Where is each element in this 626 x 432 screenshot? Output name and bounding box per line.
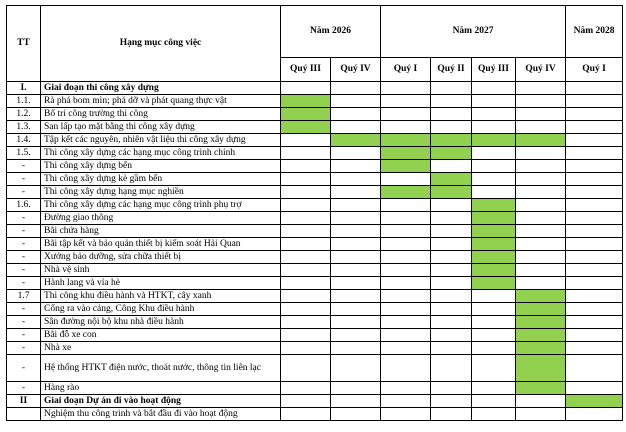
gantt-bar-cell	[516, 382, 566, 395]
quarter-cell	[516, 173, 566, 186]
quarter-cell	[381, 238, 431, 251]
quarter-cell	[516, 264, 566, 277]
task-name: Hệ thống HTKT điện nước, thoát nước, thông tin liên lạc	[41, 355, 281, 382]
gantt-bar-cell	[472, 251, 516, 264]
header-quarter: Quý I	[566, 58, 623, 82]
header-tt: TT	[7, 6, 41, 82]
quarter-cell	[331, 355, 381, 382]
quarter-cell	[281, 160, 331, 173]
quarter-cell	[381, 382, 431, 395]
table-row	[7, 408, 623, 421]
quarter-cell	[381, 355, 431, 382]
row-number: -	[7, 277, 41, 290]
task-name: Sân đường nội bộ khu nhà điều hành	[41, 316, 281, 329]
quarter-cell	[431, 329, 472, 342]
quarter-cell	[281, 382, 331, 395]
table-row	[7, 225, 623, 238]
quarter-cell	[431, 82, 472, 95]
quarter-cell	[331, 160, 381, 173]
quarter-cell	[516, 82, 566, 95]
quarter-cell	[516, 212, 566, 225]
quarter-cell	[381, 108, 431, 121]
quarter-cell	[472, 355, 516, 382]
row-number: 1.7	[7, 290, 41, 303]
quarter-cell	[516, 238, 566, 251]
header-year-2028: Năm 2028	[566, 6, 623, 58]
quarter-cell	[381, 342, 431, 355]
quarter-cell	[566, 147, 623, 160]
task-name: Bãi đỗ xe con	[41, 329, 281, 342]
row-number: -	[7, 173, 41, 186]
quarter-cell	[381, 173, 431, 186]
quarter-cell	[566, 238, 623, 251]
quarter-cell	[516, 277, 566, 290]
header-quarter: Quý III	[472, 58, 516, 82]
quarter-cell	[281, 264, 331, 277]
quarter-cell	[281, 186, 331, 199]
header-year-2026: Năm 2026	[281, 6, 381, 58]
task-name: Thi công xây dựng kè gầm bến	[41, 173, 281, 186]
quarter-cell	[472, 408, 516, 421]
quarter-cell	[472, 173, 516, 186]
row-number: 1.2.	[7, 108, 41, 121]
task-name: Nhà vệ sinh	[41, 264, 281, 277]
quarter-cell	[381, 251, 431, 264]
gantt-bar-cell	[516, 342, 566, 355]
quarter-cell	[516, 395, 566, 408]
table-row	[7, 277, 623, 290]
gantt-bar-cell	[516, 134, 566, 147]
quarter-cell	[381, 303, 431, 316]
task-name: Xưởng bảo dưỡng, sửa chữa thiết bị	[41, 251, 281, 264]
gantt-bar-cell	[472, 264, 516, 277]
quarter-cell	[331, 238, 381, 251]
quarter-cell	[431, 408, 472, 421]
row-number: -	[7, 329, 41, 342]
quarter-cell	[281, 173, 331, 186]
quarter-cell	[431, 160, 472, 173]
table-row	[7, 147, 623, 160]
quarter-cell	[281, 303, 331, 316]
task-name: Nhà xe	[41, 342, 281, 355]
table-row	[7, 355, 623, 382]
quarter-cell	[472, 95, 516, 108]
task-name: San lấp tạo mặt bằng thi công xây dựng	[41, 121, 281, 134]
row-number: -	[7, 303, 41, 316]
quarter-cell	[331, 395, 381, 408]
quarter-cell	[566, 121, 623, 134]
gantt-bar-cell	[381, 147, 431, 160]
quarter-cell	[281, 199, 331, 212]
quarter-cell	[331, 121, 381, 134]
quarter-cell	[431, 290, 472, 303]
quarter-cell	[472, 303, 516, 316]
quarter-cell	[331, 95, 381, 108]
quarter-cell	[566, 186, 623, 199]
row-number: -	[7, 186, 41, 199]
quarter-cell	[331, 212, 381, 225]
quarter-cell	[566, 277, 623, 290]
quarter-cell	[431, 225, 472, 238]
header-quarter: Quý III	[281, 58, 331, 82]
task-name: Thi công xây dựng các hạng mục công trình chính	[41, 147, 281, 160]
quarter-cell	[566, 134, 623, 147]
quarter-cell	[566, 329, 623, 342]
gantt-bar-cell	[331, 134, 381, 147]
row-number: 1.1.	[7, 95, 41, 108]
quarter-cell	[281, 134, 331, 147]
table-row	[7, 160, 623, 173]
quarter-cell	[566, 290, 623, 303]
gantt-bar-cell	[281, 121, 331, 134]
quarter-cell	[281, 277, 331, 290]
task-name: Thi công khu điều hành và HTKT, cây xanh	[41, 290, 281, 303]
gantt-bar-cell	[472, 212, 516, 225]
quarter-cell	[331, 277, 381, 290]
header-quarter: Quý II	[431, 58, 472, 82]
quarter-cell	[331, 382, 381, 395]
table-row	[7, 251, 623, 264]
quarter-cell	[381, 199, 431, 212]
header-year-2027: Năm 2027	[381, 6, 566, 58]
quarter-cell	[331, 303, 381, 316]
quarter-cell	[516, 251, 566, 264]
quarter-cell	[516, 108, 566, 121]
gantt-bar-cell	[516, 316, 566, 329]
quarter-cell	[381, 316, 431, 329]
task-name: Bố trí công trường thi công	[41, 108, 281, 121]
quarter-cell	[516, 186, 566, 199]
quarter-cell	[516, 121, 566, 134]
gantt-bar-cell	[431, 173, 472, 186]
quarter-cell	[566, 316, 623, 329]
quarter-cell	[381, 95, 431, 108]
quarter-cell	[566, 199, 623, 212]
gantt-bar-cell	[431, 134, 472, 147]
task-name: Thi công xây dựng hạng mục nghiền	[41, 186, 281, 199]
task-name: Giai đoạn thi công xây dựng	[41, 82, 281, 95]
row-number: -	[7, 160, 41, 173]
table-row	[7, 382, 623, 395]
header-row-years	[7, 6, 623, 58]
quarter-cell	[431, 108, 472, 121]
quarter-cell	[281, 355, 331, 382]
quarter-cell	[281, 147, 331, 160]
quarter-cell	[381, 264, 431, 277]
task-name: Thi công xây dựng bến	[41, 160, 281, 173]
gantt-bar-cell	[431, 186, 472, 199]
quarter-cell	[331, 173, 381, 186]
table-row	[7, 303, 623, 316]
header-quarter: Quý I	[381, 58, 431, 82]
table-row	[7, 82, 623, 95]
task-name: Cổng ra vào cảng, Công Khu điều hành	[41, 303, 281, 316]
quarter-cell	[516, 160, 566, 173]
header-quarter: Quý IV	[516, 58, 566, 82]
task-name: Tập kết các nguyên, nhiên vật liệu thi công xây dựng	[41, 134, 281, 147]
quarter-cell	[431, 342, 472, 355]
quarter-cell	[566, 108, 623, 121]
row-number: 1.5.	[7, 147, 41, 160]
quarter-cell	[331, 264, 381, 277]
gantt-bar-cell	[516, 303, 566, 316]
table-row	[7, 95, 623, 108]
quarter-cell	[431, 395, 472, 408]
table-row	[7, 264, 623, 277]
gantt-bar-cell	[516, 290, 566, 303]
gantt-bar-cell	[472, 199, 516, 212]
schedule-table	[6, 5, 623, 421]
row-number: II	[7, 395, 41, 408]
quarter-cell	[472, 147, 516, 160]
table-row	[7, 199, 623, 212]
quarter-cell	[472, 160, 516, 173]
quarter-cell	[281, 238, 331, 251]
quarter-cell	[566, 225, 623, 238]
quarter-cell	[516, 95, 566, 108]
quarter-cell	[281, 395, 331, 408]
table-row	[7, 290, 623, 303]
quarter-cell	[516, 225, 566, 238]
quarter-cell	[381, 212, 431, 225]
row-number: 1.6.	[7, 199, 41, 212]
header-task: Hạng mục công việc	[41, 6, 281, 82]
gantt-bar-cell	[281, 108, 331, 121]
quarter-cell	[381, 408, 431, 421]
quarter-cell	[381, 395, 431, 408]
table-row	[7, 238, 623, 251]
quarter-cell	[331, 251, 381, 264]
row-number	[7, 408, 41, 421]
quarter-cell	[431, 121, 472, 134]
schedule-body	[7, 82, 623, 421]
quarter-cell	[566, 408, 623, 421]
row-number: I.	[7, 82, 41, 95]
task-name: Bãi tập kết và bảo quản thiết bị kiểm soát Hải Quan	[41, 238, 281, 251]
task-name: Nghiệm thu công trình và bắt đầu đi vào hoạt động	[41, 408, 281, 421]
gantt-bar-cell	[472, 277, 516, 290]
quarter-cell	[281, 342, 331, 355]
quarter-cell	[472, 108, 516, 121]
quarter-cell	[431, 277, 472, 290]
task-name: Đường giao thông	[41, 212, 281, 225]
quarter-cell	[566, 160, 623, 173]
quarter-cell	[472, 382, 516, 395]
quarter-cell	[431, 238, 472, 251]
gantt-bar-cell	[516, 329, 566, 342]
row-number: -	[7, 342, 41, 355]
gantt-bar-cell	[381, 134, 431, 147]
quarter-cell	[381, 225, 431, 238]
row-number: -	[7, 238, 41, 251]
quarter-cell	[281, 251, 331, 264]
quarter-cell	[472, 342, 516, 355]
quarter-cell	[281, 82, 331, 95]
quarter-cell	[331, 290, 381, 303]
gantt-bar-cell	[381, 186, 431, 199]
quarter-cell	[331, 147, 381, 160]
quarter-cell	[331, 225, 381, 238]
quarter-cell	[566, 355, 623, 382]
quarter-cell	[431, 316, 472, 329]
task-name: Bãi chứa hàng	[41, 225, 281, 238]
task-name: Thi công xây dựng các hạng mục công trình phụ trợ	[41, 199, 281, 212]
gantt-bar-cell	[472, 225, 516, 238]
quarter-cell	[331, 342, 381, 355]
quarter-cell	[331, 329, 381, 342]
table-row	[7, 134, 623, 147]
gantt-bar-cell	[516, 355, 566, 382]
task-name: Rà phá bom mìn; phá dỡ và phát quang thực vật	[41, 95, 281, 108]
task-name: Hành lang và vỉa hè	[41, 277, 281, 290]
row-number: -	[7, 264, 41, 277]
row-number: -	[7, 225, 41, 238]
row-number: -	[7, 251, 41, 264]
gantt-bar-cell	[566, 395, 623, 408]
quarter-cell	[281, 212, 331, 225]
table-row	[7, 121, 623, 134]
quarter-cell	[516, 199, 566, 212]
quarter-cell	[381, 329, 431, 342]
quarter-cell	[431, 264, 472, 277]
quarter-cell	[431, 303, 472, 316]
quarter-cell	[472, 316, 516, 329]
row-number: -	[7, 382, 41, 395]
row-number: -	[7, 316, 41, 329]
quarter-cell	[566, 95, 623, 108]
quarter-cell	[281, 290, 331, 303]
quarter-cell	[566, 212, 623, 225]
row-number: -	[7, 355, 41, 382]
task-name: Giai đoạn Dự án đi vào hoạt động	[41, 395, 281, 408]
table-row	[7, 108, 623, 121]
quarter-cell	[381, 121, 431, 134]
quarter-cell	[472, 82, 516, 95]
quarter-cell	[331, 408, 381, 421]
gantt-bar-cell	[472, 238, 516, 251]
gantt-bar-cell	[431, 147, 472, 160]
quarter-cell	[281, 316, 331, 329]
quarter-cell	[566, 173, 623, 186]
quarter-cell	[331, 108, 381, 121]
quarter-cell	[281, 225, 331, 238]
quarter-cell	[566, 303, 623, 316]
table-row	[7, 186, 623, 199]
table-row	[7, 212, 623, 225]
row-number: 1.4.	[7, 134, 41, 147]
quarter-cell	[281, 408, 331, 421]
quarter-cell	[566, 382, 623, 395]
quarter-cell	[472, 186, 516, 199]
quarter-cell	[331, 82, 381, 95]
quarter-cell	[516, 147, 566, 160]
table-row	[7, 342, 623, 355]
quarter-cell	[381, 290, 431, 303]
table-row	[7, 316, 623, 329]
quarter-cell	[431, 199, 472, 212]
table-row	[7, 395, 623, 408]
table-row	[7, 173, 623, 186]
row-number: 1.3.	[7, 121, 41, 134]
quarter-cell	[472, 290, 516, 303]
table-row	[7, 329, 623, 342]
quarter-cell	[516, 408, 566, 421]
quarter-cell	[381, 277, 431, 290]
quarter-cell	[331, 199, 381, 212]
gantt-bar-cell	[472, 134, 516, 147]
quarter-cell	[566, 342, 623, 355]
quarter-cell	[472, 395, 516, 408]
quarter-cell	[381, 82, 431, 95]
quarter-cell	[431, 251, 472, 264]
header-quarter: Quý IV	[331, 58, 381, 82]
quarter-cell	[566, 82, 623, 95]
quarter-cell	[431, 212, 472, 225]
gantt-bar-cell	[281, 95, 331, 108]
gantt-bar-cell	[381, 160, 431, 173]
quarter-cell	[566, 251, 623, 264]
quarter-cell	[566, 264, 623, 277]
quarter-cell	[472, 329, 516, 342]
task-name: Hàng rào	[41, 382, 281, 395]
quarter-cell	[431, 382, 472, 395]
quarter-cell	[431, 355, 472, 382]
quarter-cell	[331, 186, 381, 199]
quarter-cell	[281, 329, 331, 342]
quarter-cell	[472, 121, 516, 134]
quarter-cell	[431, 95, 472, 108]
quarter-cell	[331, 316, 381, 329]
row-number: -	[7, 212, 41, 225]
